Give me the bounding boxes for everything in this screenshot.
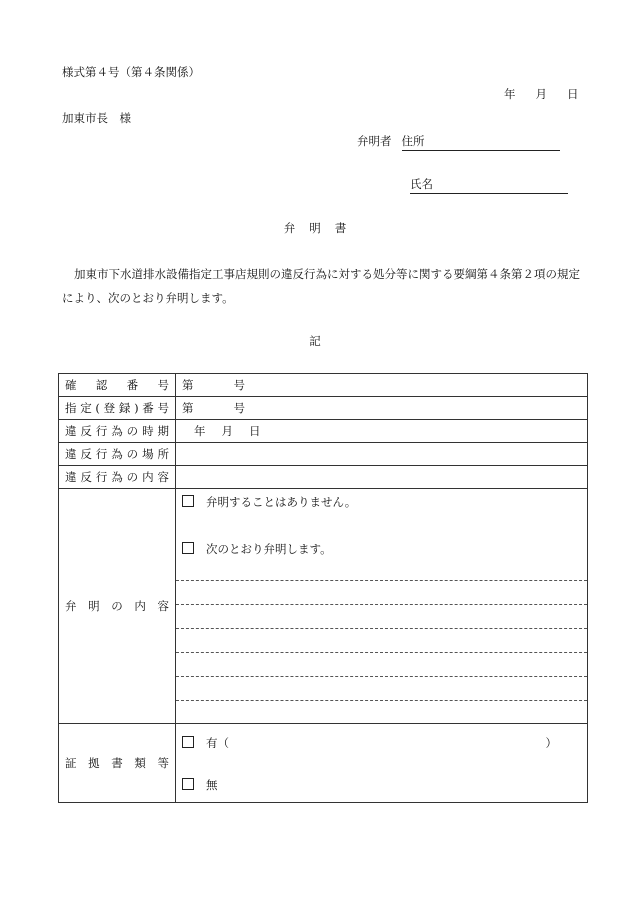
row-label: 違反行為の内容	[59, 466, 176, 489]
close-paren: ）	[545, 736, 557, 750]
row-label: 違反行為の場所	[59, 443, 176, 466]
option-label: 無	[206, 778, 218, 792]
day-label: 日	[567, 87, 579, 101]
name-field[interactable]	[410, 176, 568, 194]
table-row	[59, 397, 588, 420]
table-row	[59, 466, 588, 489]
document-title: 弁明書	[283, 221, 361, 235]
declarant-address	[357, 133, 560, 151]
table-row	[59, 489, 588, 724]
writing-line	[176, 700, 587, 701]
statement-content-cell	[176, 489, 588, 724]
confirmation-number-field[interactable]	[176, 374, 588, 397]
row-label: 弁明の内容	[59, 489, 176, 724]
address-label: 住所	[401, 134, 425, 148]
ki-heading: 記	[309, 334, 321, 348]
prefix-text: 第	[182, 401, 194, 415]
violation-content-field[interactable]	[176, 466, 588, 489]
option-label: 弁明することはありません。	[206, 495, 357, 509]
checkbox-icon[interactable]	[182, 778, 194, 790]
prefix-text: 第	[182, 378, 194, 392]
year-label: 年	[194, 424, 206, 438]
table-row	[59, 724, 588, 803]
address-field[interactable]	[402, 133, 560, 151]
checkbox-icon[interactable]	[182, 542, 194, 554]
evidence-yes-option[interactable]	[182, 735, 229, 751]
evidence-cell	[176, 724, 588, 803]
body-paragraph: 加東市下水道排水設備指定工事店規則の違反行為に対する処分等に関する要綱第４条第２項の規定により、次のとおり弁明します。	[62, 267, 580, 305]
addressee: 加東市長 様	[62, 111, 131, 125]
no-statement-option[interactable]	[182, 494, 356, 510]
name-label: 氏名	[410, 177, 433, 191]
statement-table	[58, 373, 588, 803]
evidence-no-option[interactable]	[182, 777, 218, 793]
statement-option[interactable]	[182, 541, 332, 557]
writing-line	[176, 628, 587, 629]
suffix-text: 号	[233, 401, 245, 415]
row-label: 違反行為の時期	[59, 420, 176, 443]
declarant-name	[410, 176, 568, 194]
declarant-label: 弁明者	[357, 134, 392, 148]
row-label: 証拠書類等	[59, 724, 176, 803]
row-label: 確認番号	[59, 374, 176, 397]
violation-date-field[interactable]	[176, 420, 588, 443]
submission-date	[504, 86, 579, 102]
designation-number-field[interactable]	[176, 397, 588, 420]
row-label: 指定(登録)番号	[59, 397, 176, 420]
writing-line	[176, 652, 587, 653]
violation-place-field[interactable]	[176, 443, 588, 466]
month-label: 月	[221, 424, 233, 438]
writing-line	[176, 580, 587, 581]
option-label: 次のとおり弁明します。	[206, 542, 332, 556]
option-label: 有（	[206, 736, 229, 750]
month-label: 月	[535, 87, 547, 101]
writing-line	[176, 676, 587, 677]
day-label: 日	[249, 424, 261, 438]
checkbox-icon[interactable]	[182, 495, 194, 507]
suffix-text: 号	[233, 378, 245, 392]
year-label: 年	[504, 87, 516, 101]
table-row	[59, 374, 588, 397]
form-number: 様式第４号（第４条関係）	[62, 65, 200, 79]
table-row	[59, 420, 588, 443]
checkbox-icon[interactable]	[182, 736, 194, 748]
table-row	[59, 443, 588, 466]
writing-line	[176, 604, 587, 605]
